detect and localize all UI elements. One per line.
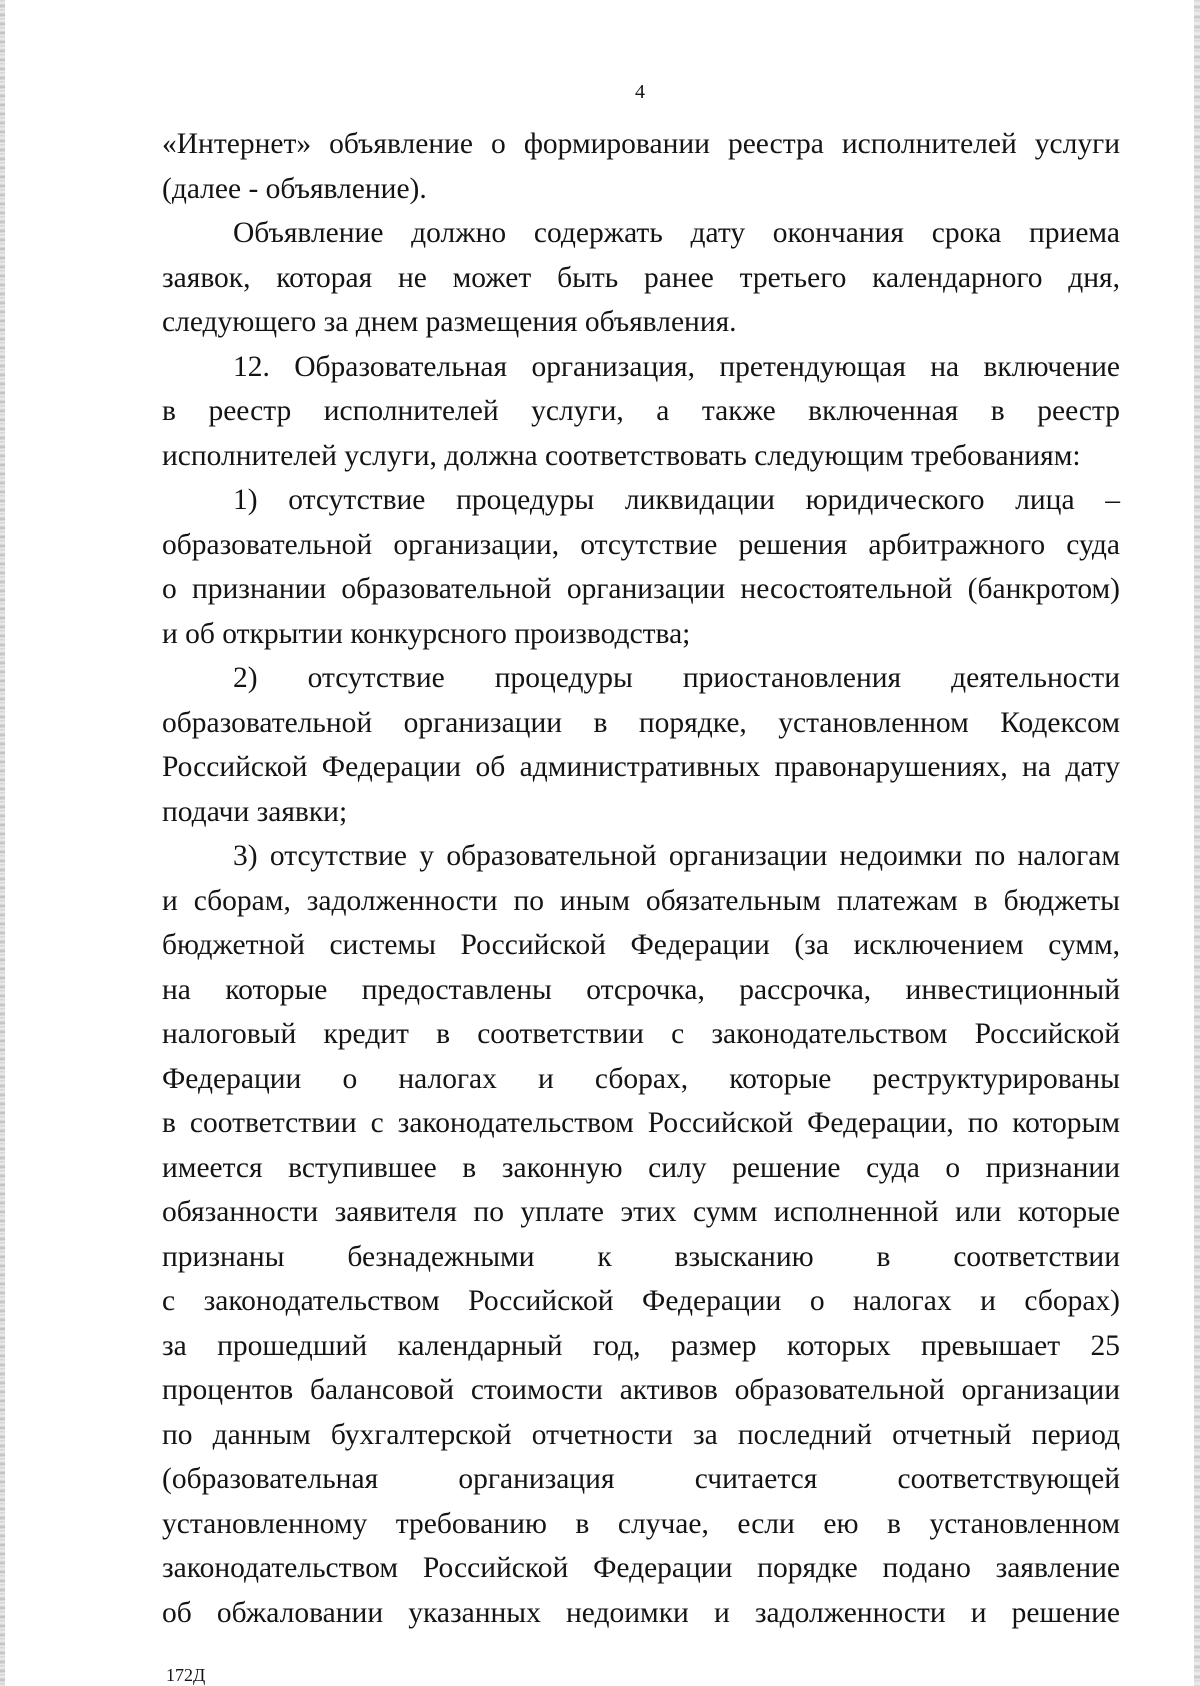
- text-line: о признании образовательной организации несостоятельной (банкротом): [162, 573, 1120, 605]
- scan-edge-right: [1194, 0, 1200, 1686]
- text-line: об обжаловании указанных недоимки и задолженности и решение: [162, 1596, 1120, 1629]
- text-line: установленному требованию в случае, если ею в установленном: [162, 1507, 1120, 1540]
- text-line: за прошедший календарный год, размер которых превышает 25: [162, 1329, 1120, 1362]
- text-line: Российской Федерации об административных правонарушениях, на дату: [162, 751, 1120, 783]
- document-body: [162, 122, 1120, 1635]
- text-line: заявок, которая не может быть ранее третьего календарного дня,: [162, 261, 1120, 294]
- text-line: по данным бухгалтерской отчетности за последний отчетный период: [162, 1418, 1120, 1451]
- text-line: Федерации о налогах и сборах, которые реструктурированы: [162, 1062, 1120, 1095]
- text-line: подачи заявки;: [162, 795, 348, 828]
- text-line: исполнителей услуги, должна соответствовать следующим требованиям:: [162, 439, 1081, 472]
- text-line: бюджетной системы Российской Федерации (за исключением сумм,: [162, 929, 1120, 961]
- text-line: законодательством Российской Федерации порядке подано заявление: [162, 1552, 1120, 1584]
- page-number: 4: [635, 81, 645, 103]
- text-line: следующего за днем размещения объявления.: [162, 306, 737, 338]
- text-line: имеется вступившее в законную силу решение суда о признании: [162, 1151, 1120, 1184]
- scan-edge-left: [0, 0, 5, 1686]
- text-line: 12. Образовательная организация, претендующая на включение: [233, 350, 1120, 383]
- text-line: Объявление должно содержать дату окончания срока приема: [233, 217, 1120, 249]
- text-line: с законодательством Российской Федерации о налогах и сборах): [162, 1285, 1120, 1317]
- text-line: образовательной организации, отсутствие решения арбитражного суда: [162, 528, 1120, 561]
- text-line: «Интернет» объявление о формировании реестра исполнителей услуги: [162, 128, 1120, 160]
- text-line: в реестр исполнителей услуги, а также включенная в реестр: [162, 395, 1120, 427]
- text-line: в соответствии с законодательством Российской Федерации, по которым: [162, 1107, 1120, 1139]
- text-line: (далее - объявление).: [162, 172, 427, 205]
- text-line: налоговый кредит в соответствии с законодательством Российской: [162, 1018, 1120, 1050]
- text-line: образовательной организации в порядке, установленном Кодексом: [162, 706, 1120, 739]
- text-line: и сборам, задолженности по иным обязательным платежам в бюджеты: [162, 884, 1120, 917]
- text-line: обязанности заявителя по уплате этих сумм исполненной или которые: [162, 1196, 1120, 1228]
- footer-document-code: 172Д: [166, 1665, 206, 1685]
- text-line: 1) отсутствие процедуры ликвидации юридического лица –: [233, 484, 1120, 516]
- text-line: на которые предоставлены отсрочка, рассрочка, инвестиционный: [162, 973, 1120, 1006]
- text-line: и об открытии конкурсного производства;: [162, 617, 691, 650]
- text-line: 2) отсутствие процедуры приостановления деятельности: [233, 662, 1120, 694]
- text-line: признаны безнадежными к взысканию в соответствии: [162, 1240, 1120, 1273]
- text-line: 3) отсутствие у образовательной организации недоимки по налогам: [233, 840, 1120, 872]
- text-line: процентов балансовой стоимости активов образовательной организации: [162, 1374, 1120, 1406]
- text-line: (образовательная организация считается соответствующей: [162, 1463, 1120, 1495]
